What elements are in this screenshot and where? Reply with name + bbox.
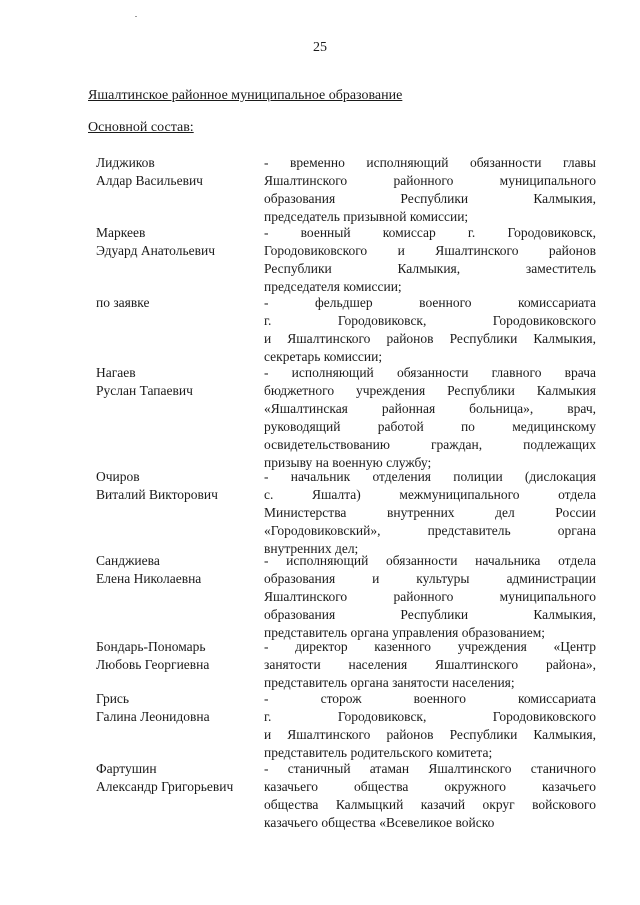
member-role — [264, 154, 596, 226]
member-name-line: Грись — [96, 691, 130, 706]
member-role — [264, 364, 596, 472]
member-role — [264, 294, 596, 366]
member-role — [264, 224, 596, 296]
member-role — [264, 638, 596, 692]
member-name-line: Галина Леонидовна — [96, 709, 210, 724]
member-role — [264, 690, 596, 762]
member-name — [96, 294, 261, 312]
member-name — [96, 468, 261, 504]
member-name — [96, 638, 261, 674]
member-role-line: и Яшалтинского районов Республики Калмыкия, — [264, 727, 596, 742]
member-role-line: занятости населения Яшалтинского района», — [264, 657, 596, 672]
member-role-line: - сторож военного комиссариата — [264, 691, 596, 706]
member-role-line: - начальник отделения полиции (дислокация — [264, 469, 596, 484]
composition-subheading: Основной состав: — [88, 120, 194, 135]
member-role-line: освидетельствованию граждан, подлежащих — [264, 437, 596, 452]
member-role-line: руководящий работой по медицинскому — [264, 419, 596, 434]
member-role-line: представитель родительского комитета; — [264, 745, 493, 760]
member-role-line: представитель органа управления образованием; — [264, 625, 546, 640]
member-role-line: Министерства внутренних дел России — [264, 505, 596, 520]
member-role — [264, 468, 596, 558]
scan-speck — [135, 16, 137, 17]
member-role-line: - исполняющий обязанности начальника отдела — [264, 553, 596, 568]
member-role-line: внутренних дел; — [264, 541, 359, 556]
member-name-line: Виталий Викторович — [96, 487, 218, 502]
member-role-line: секретарь комиссии; — [264, 349, 383, 364]
member-role — [264, 760, 596, 832]
member-role-line: председатель призывной комиссии; — [264, 209, 469, 224]
member-role-line: казачьего общества окружного казачьего — [264, 779, 596, 794]
member-role-line: - директор казенного учреждения «Центр — [264, 639, 596, 654]
member-role-line: и Яшалтинского районов Республики Калмыкия, — [264, 331, 596, 346]
member-role-line: Городовиковского и Яшалтинского районов — [264, 243, 596, 258]
member-role-line: - военный комиссар г. Городовиковск, — [264, 225, 596, 240]
member-name-line: Эдуард Анатольевич — [96, 243, 216, 258]
member-name-line: Нагаев — [96, 365, 136, 380]
member-name-line: Маркеев — [96, 225, 146, 240]
member-role-line: образования и культуры администрации — [264, 571, 596, 586]
member-role-line: «Городовиковский», представитель органа — [264, 523, 596, 538]
member-name-line: Алдар Васильевич — [96, 173, 203, 188]
member-role-line: - исполняющий обязанности главного врача — [264, 365, 596, 380]
member-name-line: Очиров — [96, 469, 140, 484]
member-name-line: по заявке — [96, 295, 150, 310]
member-name-line: Любовь Георгиевна — [96, 657, 210, 672]
member-name-line: Руслан Тапаевич — [96, 383, 193, 398]
member-name-line: Санджиева — [96, 553, 160, 568]
member-role-line: Яшалтинского районного муниципального — [264, 589, 596, 604]
member-name — [96, 364, 261, 400]
member-name-line: Елена Николаевна — [96, 571, 202, 586]
member-name-line: Фартушин — [96, 761, 157, 776]
member-name — [96, 154, 261, 190]
member-role-line: образования Республики Калмыкия, — [264, 191, 596, 206]
member-name — [96, 690, 261, 726]
member-role-line: - временно исполняющий обязанности главы — [264, 155, 596, 170]
member-name-line: Александр Григорьевич — [96, 779, 234, 794]
member-role-line: - фельдшер военного комиссариата — [264, 295, 596, 310]
member-name — [96, 552, 261, 588]
member-role-line: председателя комиссии; — [264, 279, 402, 294]
member-role-line: «Яшалтинская районная больница», врач, — [264, 401, 596, 416]
member-role-line: Яшалтинского районного муниципального — [264, 173, 596, 188]
member-role-line: бюджетного учреждения Республики Калмыкия — [264, 383, 596, 398]
member-role-line: с. Яшалта) межмуниципального отдела — [264, 487, 596, 502]
member-role-line: г. Городовиковск, Городовиковского — [264, 709, 596, 724]
member-role-line: образования Республики Калмыкия, — [264, 607, 596, 622]
member-role — [264, 552, 596, 642]
member-role-line: - станичный атаман Яшалтинского станичного — [264, 761, 596, 776]
member-name — [96, 224, 261, 260]
member-role-line: представитель органа занятости населения; — [264, 675, 515, 690]
member-name — [96, 760, 261, 796]
member-role-line: казачьего общества «Всевеликое войско — [264, 815, 495, 830]
member-role-line: общества Калмыцкий казачий округ войскового — [264, 797, 596, 812]
member-name-line: Бондарь-Пономарь — [96, 639, 206, 654]
member-name-line: Лиджиков — [96, 155, 155, 170]
member-role-line: призыву на военную службу; — [264, 455, 432, 470]
member-role-line: Республики Калмыкия, заместитель — [264, 261, 596, 276]
page-number: 25 — [313, 40, 327, 55]
section-heading: Яшалтинское районное муниципальное образование — [88, 88, 403, 103]
member-role-line: г. Городовиковск, Городовиковского — [264, 313, 596, 328]
